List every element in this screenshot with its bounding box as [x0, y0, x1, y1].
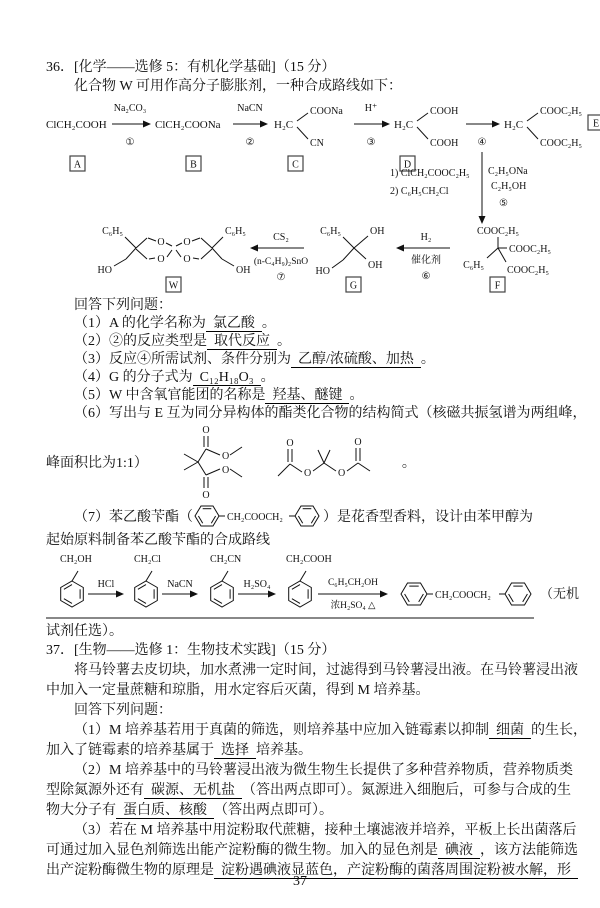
oxygen-atom: O [221, 465, 230, 476]
item-post: 培养基。 [256, 743, 312, 758]
step1-reagent: Na₂CO₃ [113, 103, 147, 114]
step4-arrow [466, 121, 500, 128]
q7-line2: 起始原料制备苯乙酸苄酯的合成路线 [46, 533, 270, 548]
compound-g-structure [316, 226, 385, 277]
q36-intro: 化合物 W 可用作高分子膨胀剂，一种合成路线如下： [74, 79, 402, 94]
step6-condition: 催化剂 [411, 255, 441, 266]
item-pre: （2）②的反应类型是 [74, 334, 207, 349]
step7-reagent: CS₂ [273, 232, 289, 243]
q37-item-1b [46, 741, 580, 761]
item-answer: 蛋白质、核酸 [116, 803, 214, 819]
svg-text:C₆H₅: C₆H₅ [320, 226, 341, 237]
oxygen-atom: O [183, 237, 191, 248]
item-answer: 淀粉遇碘液显蓝色，产淀粉酶的菌落周围淀粉被水解，形 [214, 863, 578, 879]
oxygen-atom: O [183, 254, 191, 265]
item-pre: （5）W 中含氧官能团的名称是 [74, 388, 266, 403]
item-post: （答出两点即可）。 [214, 803, 333, 818]
svg-text:CN: CN [310, 138, 324, 149]
step6-arrow [396, 245, 450, 252]
step5-number: ⑤ [499, 198, 508, 209]
q36-item-1 [46, 315, 580, 333]
q36-prompt: 回答下列问题： [74, 298, 172, 313]
q37-item-3-line2 [46, 841, 580, 861]
q37-item-3-line1: （3）若在 M 培养基中用淀粉取代蔗糖，接种土壤滤液并培养，平板上长出菌落后 [74, 823, 577, 838]
svg-text:COOC₂H₅: COOC₂H₅ [540, 106, 582, 117]
item-pre: 加入了链霉素的培养基属于 [46, 743, 214, 758]
compound-d-structure [394, 106, 458, 149]
item-answer: 细菌 [489, 723, 531, 739]
ester-chain: CH₂COOCH₂ [227, 512, 283, 523]
oxygen-atom: O [202, 490, 210, 500]
svg-text:H₂C: H₂C [394, 119, 414, 131]
q37-item-2-line2 [46, 781, 580, 801]
route-arrow-4 [318, 591, 388, 598]
compound-a-formula: ClCH₂COOH [46, 119, 107, 131]
q6-continuation: 峰面积比为1:1） [46, 456, 148, 471]
label-f: F [494, 280, 501, 292]
q37-item-3-line3 [46, 861, 580, 881]
step3-arrow [354, 121, 390, 128]
item-pre: （1）A 的化学名称为 [74, 316, 206, 331]
item-post: ，该方法能筛选 [480, 843, 578, 858]
product-ester-chain: CH₂COOCH₂ [435, 590, 491, 601]
substituent-3: CH₂CN [210, 554, 242, 565]
svg-text:H₂C: H₂C [274, 119, 294, 131]
step1-arrow [112, 121, 151, 128]
ring-double-bonds [214, 585, 230, 604]
q37-item-2-line3 [46, 801, 580, 821]
item-post: 。 [260, 370, 275, 385]
route-reagent-4: C₆H₅CH₂OH [327, 578, 379, 588]
route-arrow-3 [238, 591, 276, 598]
item-answer: 氯乙酸 [206, 316, 262, 332]
substituent-2: CH₂Cl [134, 554, 161, 565]
svg-text:HO: HO [97, 265, 112, 276]
route-reagent-3: H₂SO₄ [243, 579, 271, 590]
label-e: E [592, 118, 600, 130]
q7-post: ）是花香型香料，设计由苯甲醇为 [323, 510, 533, 525]
step6-number: ⑥ [421, 271, 431, 282]
label-b: B [190, 159, 197, 171]
route-condition-4: 浓H₂SO₄ △ [330, 601, 376, 611]
label-w: W [168, 280, 179, 292]
q7-pre: （7）苯乙酸苄酯（ [74, 510, 193, 525]
step1-number: ① [125, 137, 135, 148]
step5-reagent-1: 1) ClCH₂COOC₂H₅ [390, 168, 470, 179]
benzyl-phenylacetate-formula [193, 501, 323, 531]
svg-text:COOH: COOH [430, 106, 459, 117]
substituent-1: CH₂OH [60, 554, 92, 565]
step6-reagent: H₂ [420, 232, 432, 243]
q36-item-5 [46, 387, 580, 405]
item-pre: 可通过加入显色剂筛选出能产淀粉酶的微生物。加入的显色剂是 [46, 843, 438, 858]
item-post: 。 [420, 352, 435, 367]
oxygen-atom: O [286, 438, 294, 449]
svg-text:OH: OH [370, 226, 385, 237]
svg-text:C₆H₅: C₆H₅ [225, 226, 246, 237]
svg-text:COOC₂H₅: COOC₂H₅ [540, 138, 582, 149]
item-pre: （3）反应④所需试剂、条件分别为 [74, 352, 291, 367]
item-pre: （1）M 培养基若用于真菌的筛选，则培养基中应加入链霉素以抑制 [74, 723, 489, 738]
item-pre: （4）G 的分子式为 [74, 370, 193, 385]
oxygen-atom: O [303, 468, 312, 479]
item-post: 。 [349, 388, 364, 403]
step7-catalyst: (n-C₄H₉)₂SnO [253, 257, 309, 267]
route-reagent-1: HCl [97, 579, 115, 590]
q37-item-2-line1: （2）M 培养基中的马铃薯浸出液为微生物生长提供了多种营养物质，营养物质类 [74, 763, 573, 778]
label-a: A [73, 159, 82, 171]
oxygen-atom: O [337, 468, 346, 479]
item-pre: 物大分子有 [46, 803, 116, 818]
page-number: 37 [293, 874, 307, 889]
compound-b-formula: ClCH₂COONa [155, 119, 221, 131]
svg-text:COOC₂H₅: COOC₂H₅ [477, 226, 519, 237]
item-pre: 出产淀粉酶微生物的原理是 [46, 863, 214, 878]
item-answer: 取代反应 [207, 334, 277, 350]
svg-text:COOH: COOH [430, 138, 459, 149]
item-answer: C₁₂H₁₈O₃ [193, 370, 261, 386]
ring-double-bonds [64, 585, 80, 604]
oxygen-atom: O [354, 437, 362, 448]
route-tail: 试剂任选）。 [46, 624, 123, 639]
q36-item-3 [46, 351, 580, 369]
ring-double-bonds [405, 586, 424, 602]
item-post: 的生长， [530, 723, 587, 738]
svg-text:COOC₂H₅: COOC₂H₅ [507, 265, 549, 276]
q6-period: 。 [401, 456, 416, 471]
step2-arrow [233, 121, 268, 128]
svg-text:OH: OH [236, 265, 251, 276]
step3-number: ③ [366, 137, 376, 148]
step5-arrow [479, 152, 486, 224]
item-answer: 乙醇/浓硫酸、加热 [291, 352, 421, 368]
ring-double-bonds [292, 585, 308, 604]
compound-e-structure [504, 106, 582, 149]
step4-number: ④ [477, 137, 487, 148]
isomer-structure-1 [170, 424, 254, 500]
bonds [184, 436, 242, 488]
isomer-structure-2 [276, 436, 380, 488]
route-arrow-2 [162, 591, 198, 598]
label-d: D [403, 159, 412, 171]
item-pre: 型除氮源外还有 [46, 783, 144, 798]
oxygen-atom: O [157, 254, 165, 265]
q36-item-2 [46, 333, 580, 351]
step5-reagent-3: C₂H₅ONa [488, 166, 528, 177]
svg-text:COONa: COONa [310, 106, 343, 117]
item-answer: 羟基、醚键 [265, 388, 349, 404]
oxygen-atom: O [202, 425, 210, 436]
step3-reagent: H⁺ [364, 103, 378, 114]
q7-route-scheme [46, 550, 600, 622]
item-answer: 碳源、无机盐 [144, 783, 242, 799]
item-answer: 选择 [214, 743, 256, 759]
oxygen-atom: O [221, 451, 230, 462]
compound-w-structure [98, 226, 251, 276]
svg-text:OH: OH [368, 260, 383, 271]
step2-reagent: NaCN [237, 103, 263, 114]
ring-double-bonds [138, 585, 154, 604]
q37-item-1 [46, 721, 587, 741]
item-post: （答出两点即可）。氮源进入细胞后，可参与合成的生 [242, 783, 571, 798]
q36-item-4 [46, 369, 580, 387]
compound-f-structure [463, 226, 551, 276]
step5-reagent-4: C₂H₅OH [491, 181, 527, 192]
item-post: 。 [277, 334, 291, 349]
q37-header: 37．[生物——选修 1：生物技术实践]（15 分） [46, 643, 336, 658]
svg-text:COOC₂H₅: COOC₂H₅ [509, 244, 551, 255]
item-answer: 碘液 [438, 843, 480, 859]
svg-text:C₆H₅: C₆H₅ [463, 260, 484, 271]
step7-arrow [250, 245, 304, 252]
q36-header: 36．[化学——选修 5：有机化学基础]（15 分） [46, 60, 336, 75]
step2-number: ② [245, 137, 255, 148]
ring-double-bonds [509, 586, 528, 602]
q37-prompt: 回答下列问题： [74, 703, 172, 718]
item-post: 。 [261, 316, 276, 331]
label-g: G [349, 280, 358, 292]
q36-item-6: （6）写出与 E 互为同分异构体的酯类化合物的结构简式（核磁共振氢谱为两组峰， [74, 406, 587, 421]
q37-paragraph-1: 将马铃薯去皮切块，加水煮沸一定时间，过滤得到马铃薯浸出液。在马铃薯浸出液 [74, 663, 578, 678]
step7-number: ⑦ [276, 272, 286, 283]
route-arrow-1 [88, 591, 124, 598]
route-note: （无机 [540, 586, 580, 601]
bonds [278, 448, 370, 476]
q37-paragraph-2: 中加入一定量蔗糖和琼脂，用水定容后灭菌，得到 M 培养基。 [46, 683, 430, 698]
svg-text:H₂C: H₂C [504, 119, 524, 131]
label-c: C [292, 159, 299, 171]
synthesis-scheme [46, 96, 600, 296]
substituent-4: CH₂COOH [286, 554, 332, 565]
ring-double-bonds [298, 509, 315, 524]
route-reagent-2: NaCN [167, 579, 193, 590]
svg-text:HO: HO [315, 266, 330, 277]
oxygen-atom: O [157, 237, 165, 248]
q7-line1 [46, 501, 580, 531]
svg-text:C₆H₅: C₆H₅ [102, 226, 123, 237]
ring-double-bonds [198, 509, 215, 524]
isomer-figure-row [46, 423, 580, 501]
step5-reagent-2: 2) C₆H₅CH₂Cl [390, 186, 449, 197]
compound-c-structure [274, 106, 343, 149]
